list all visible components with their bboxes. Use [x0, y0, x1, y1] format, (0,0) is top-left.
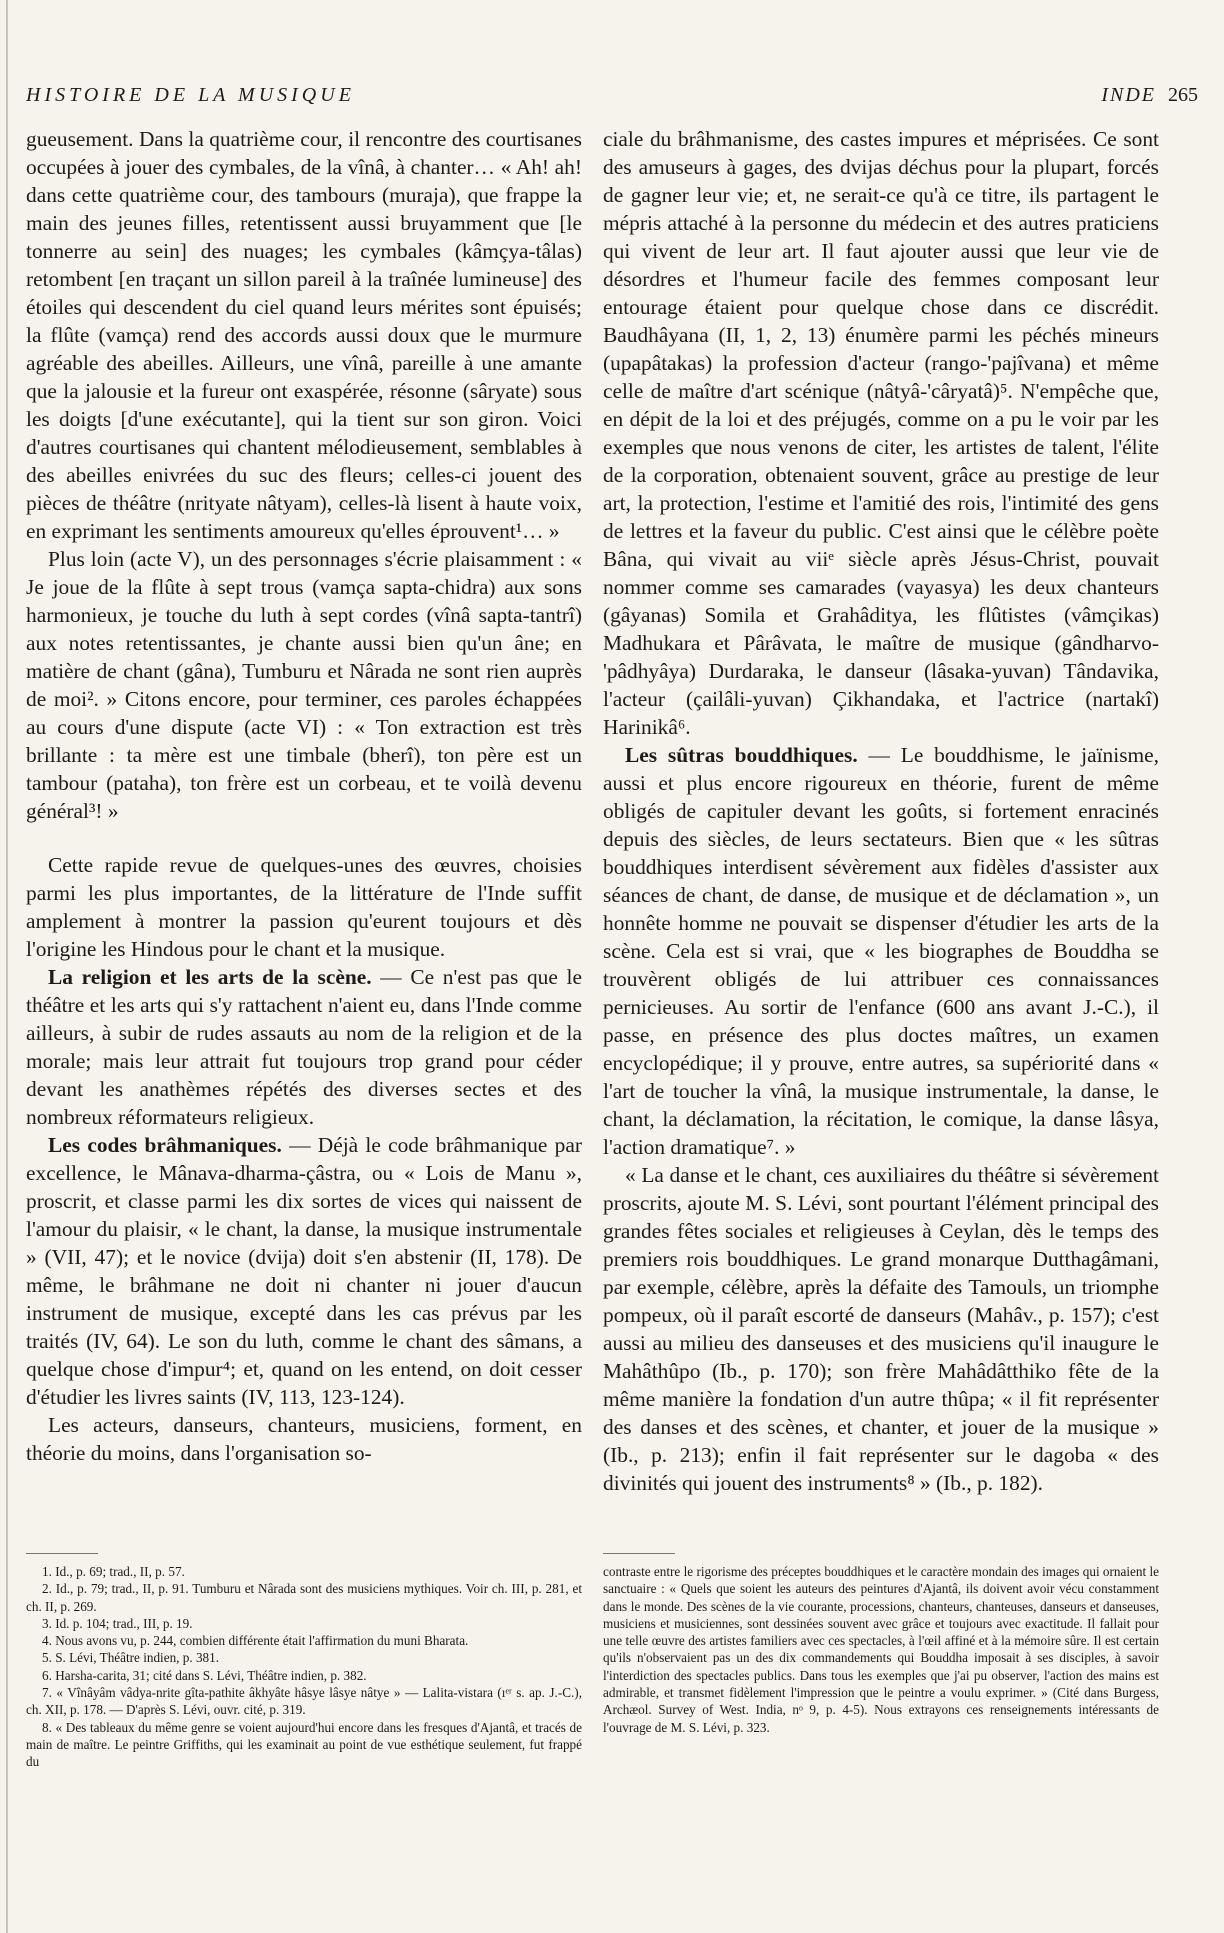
- paragraph: [603, 741, 1159, 1161]
- footnote: 4. Nous avons vu, p. 244, combien différente était l'affirmation du muni Bharata.: [42, 1633, 469, 1649]
- paragraph: Plus loin (acte V), un des personnages s'écrie plaisamment : « Je joue de la flûte à sept trous (vamça sapta-chidra) aux sons harmonieux, je touche du luth à sept cordes (vînâ sapta-tantrî) aux notes retentissantes, je chante aussi bien qu'un âne; en matière de chant (gâna), Tumburu et Nârada ne sont rien auprès de moi². » Citons encore, pour terminer, ces paroles échappées au cours d'une dispute (acte VI) : « Ton extraction est très brillante : ta mère est une timbale (bherî), ton père est un tambour (pataha), ton frère est un corbeau, et te voilà devenu général³! »: [26, 547, 582, 823]
- footnotes-left: [26, 1563, 582, 1771]
- right-column: [603, 125, 1159, 1497]
- footnote: 3. Id. p. 104; trad., III, p. 19.: [42, 1615, 193, 1631]
- running-header: [26, 84, 1198, 112]
- paragraph: Les acteurs, danseurs, chanteurs, musiciens, forment, en théorie du moins, dans l'organisation so-: [26, 1413, 582, 1465]
- footnote: 5. S. Lévi, Théâtre indien, p. 381.: [42, 1650, 220, 1666]
- footnote: 7. « Vînâyâm vâdya-nrite gîta-pathite âkhyâte hâsye lâsye nâtye » — Lalita-vistara (ıᵉʳ s. ap. J.-C.), ch. XII, p. 178. — D'après S. Lévi, ouvr. cité, p. 319.: [26, 1685, 582, 1718]
- footnote: 6. Harsha-carita, 31; cité dans S. Lévi, Théâtre indien, p. 382.: [42, 1667, 367, 1683]
- footnote: 1. Id., p. 69; trad., II, p. 57.: [42, 1564, 185, 1579]
- page-number: 265: [1168, 84, 1198, 106]
- paragraph: « La danse et le chant, ces auxiliaires du théâtre si sévèrement proscrits, ajoute M. S. Lévi, sont pourtant l'élément principal des grandes fêtes sociales et religieuses à Ceylan, dès le temps des premiers rois bouddhiques. Le grand monarque Dutthagâmani, par exemple, célèbre, après la défaite des Tamouls, un triomphe pompeux, où il paraît escorté de danseurs (Mahâv., p. 157); c'est aussi au milieu des danseuses et des musiciens qu'il inaugure le Mahâthûpo (Ib., p. 170); son frère Mahâdâtthiko fête de la même manière la fondation d'un autre thûpa; « il fit représenter des danses et des scènes, et chanter, et jouer de la musique » (Ib., p. 213); enfin il fait représenter sur le dagoba « des divinités qui jouent des instruments⁸ » (Ib., p. 182).: [603, 1163, 1159, 1495]
- paragraph-text: — Ce n'est pas que le théâtre et les arts qui s'y rattachent n'aient eu, dans l'Inde comme ailleurs, à subir de rudes assauts au nom de la religion et de la morale; mais leur attrait fut toujours trop grand pour céder devant les anathèmes répétés des diverses sectes et des nombreux réformateurs religieux.: [26, 965, 582, 1129]
- paragraph: [26, 1131, 582, 1411]
- paragraph-text: — Le bouddhisme, le jaïnisme, aussi et plus encore rigoureux en théorie, furent de même obligés de capituler devant les goûts, si fortement enracinés depuis des siècles, de leurs sectateurs. Bien que « les sûtras bouddhiques interdisent sévèrement aux fidèles d'assister aux séances de chant, de danse, de musique et de déclamation », un honnête homme ne pouvait se dispenser d'étudier les arts de la scène. Cela est si vrai, que « les biographes de Bouddha se trouvèrent obligés de lui attribuer ces connaissances pernicieuses. Au sortir de l'enfance (600 ans avant J.-C.), il passe, en présence des plus doctes maîtres, un examen encyclopédique; il y prouve, entre autres, sa supériorité dans « l'art de toucher la vînâ, la musique instrumentale, la danse, le chant, la déclamation, la récitation, le comique, la danse lâsya, l'action dramatique⁷. »: [603, 743, 1159, 1159]
- left-column: [26, 125, 582, 1467]
- section-heading: Les sûtras bouddhiques.: [625, 743, 858, 767]
- paragraph: Cette rapide revue de quelques-unes des œuvres, choisies parmi les plus importantes, de la littérature de l'Inde suffit amplement à montrer la passion qu'eurent toujours et dès l'origine les Hindous pour le chant et la musique.: [26, 853, 582, 961]
- section-heading: Les codes brâhmaniques.: [48, 1133, 282, 1157]
- paragraph-text: — Déjà le code brâhmanique par excellence, le Mânava-dharma-çâstra, ou « Lois de Manu », proscrit, et classe parmi les dix sortes de vices qui naissent de l'amour du plaisir, « le chant, la danse, la musique instrumentale » (VII, 47); et le novice (dvija) doit s'en abstenir (II, 178). De même, le brâhmane ne doit ni chanter ni jouer d'aucun instrument de musique, excepté dans les cas prévus par les traités (IV, 64). Le son du luth, comme le chant des sâmans, a quelque chose d'impur⁴; et, quand on les entend, on doit cesser d'étudier les livres saints (IV, 113, 123-124).: [26, 1133, 582, 1409]
- header-section: INDE: [1101, 84, 1156, 106]
- header-right: [1101, 84, 1198, 107]
- footnote-rule: [603, 1553, 675, 1554]
- paragraph: gueusement. Dans la quatrième cour, il rencontre des courtisanes occupées à jouer des cymbales, de la vînâ, à chanter… « Ah! ah! dans cette quatrième cour, des tambours (muraja), que frappe la main des jeunes filles, retentissent aussi bruyamment que [le tonnerre au sein] des nuages; les cymbales (kâmçya-tâlas) retombent [en traçant un sillon pareil à la traînée lumineuse] des étoiles qui descendent du ciel quand leurs mérites sont épuisés; la flûte (vamça) rend des accords aussi doux que le murmure agréable des abeilles. Ailleurs, une vînâ, pareille à une amante que la jalousie et la fureur ont exaspérée, résonne (sâryate) sous les doigts [d'une exécutante], qui la tient sur son giron. Voici d'autres courtisanes qui chantent mélodieusement, semblables à des abeilles enivrées du suc des fleurs; celles-ci jouent des pièces de théâtre (nrityate nâtyam), celles-là lisent à haute voix, en exprimant les sentiments amoureux qu'elles éprouvent¹… »: [26, 127, 582, 543]
- footnote: 2. Id., p. 79; trad., II, p. 91. Tumburu et Nârada sont des musiciens mythiques. Voir ch. III, p. 281, et ch. II, p. 269.: [26, 1581, 582, 1614]
- paragraph: [26, 963, 582, 1131]
- header-title: HISTOIRE DE LA MUSIQUE: [26, 84, 355, 106]
- page-gutter-line: [6, 0, 8, 1933]
- footnote-continuation: contraste entre le rigorisme des préceptes bouddhiques et le caractère mondain des images qui ornaient le sanctuaire : « Quels que soient les auteurs des peintures d'Ajantâ, ils doivent avoir vécu constamment dans le monde. Des scènes de la vie courante, processions, chanteurs, chanteuses, danseurs et danseuses, musiciens et musiciennes, sont dessinées souvent avec grâce et toujours avec exactitude. Il fallait pour une telle œuvre des artistes familiers avec ces spectacles, à l'œil affiné et à la mémoire sûre. Il est certain qu'ils n'observaient pas un des dix commandements qui Bouddha imposait à ses disciples, à savoir l'interdiction des spectacles publics. Dans tous les exemples que j'ai pu observer, l'action des mains est admirable, et transmet fidèlement l'impression que le peintre a voulu exprimer. » (Cité dans Burgess, Archæol. Survey of West. India, nᵒ 9, p. 4-5). Nous extrayons ces renseignements intéressants de l'ouvrage de M. S. Lévi, p. 323.: [603, 1564, 1159, 1735]
- footnotes-right: [603, 1563, 1159, 1736]
- footnote-rule: [26, 1553, 98, 1554]
- footnote: 8. « Des tableaux du même genre se voient aujourd'hui encore dans les fresques d'Ajantâ, et tracés de main de maître. Le peintre Griffiths, qui les examinait au point de vue esthétique seulement, fut frappé du: [26, 1719, 582, 1770]
- paragraph: ciale du brâhmanisme, des castes impures et méprisées. Ce sont des amuseurs à gages, des dvijas déchus pour la plupart, forcés de gagner leur vie; et, ne serait-ce qu'à ce titre, ils partagent le mépris attaché à la personne du médecin et des autres praticiens qui vivent de leur art. Il faut ajouter aussi que leur vie de désordres et l'humeur facile des femmes composant leur entourage étaient pour quelque chose dans ce discrédit. Baudhâyana (II, 1, 2, 13) énumère parmi les péchés mineurs (upapâtakas) la profession d'acteur (rango-'pajîvana) et même celle de maître d'art scénique (nâtyâ-'câryatâ)⁵. N'empêche que, en dépit de la loi et des préjugés, comme on a pu le voir par les exemples que nous venons de citer, les artistes de talent, l'élite de la corporation, obtenaient souvent, grâce au prestige de leur art, la protection, l'estime et l'amitié des rois, l'intimité des gens de lettres et la faveur du public. C'est ainsi que le célèbre poète Bâna, qui vivait au viiᵉ siècle après Jésus-Christ, pouvait nommer comme ses camarades (vayasya) les deux chanteurs (gâyanas) Somila et Grahâditya, les flûtistes (vâmçikas) Madhukara et Pârâvata, le maître de musique (gândharvo-'pâdhyâya) Durdaraka, le danseur (lâsaka-yuvan) Tândavika, l'acteur (çailâli-yuvan) Çikhandaka, et l'actrice (nartakî) Harinikâ⁶.: [603, 127, 1159, 739]
- section-heading: La religion et les arts de la scène.: [48, 965, 372, 989]
